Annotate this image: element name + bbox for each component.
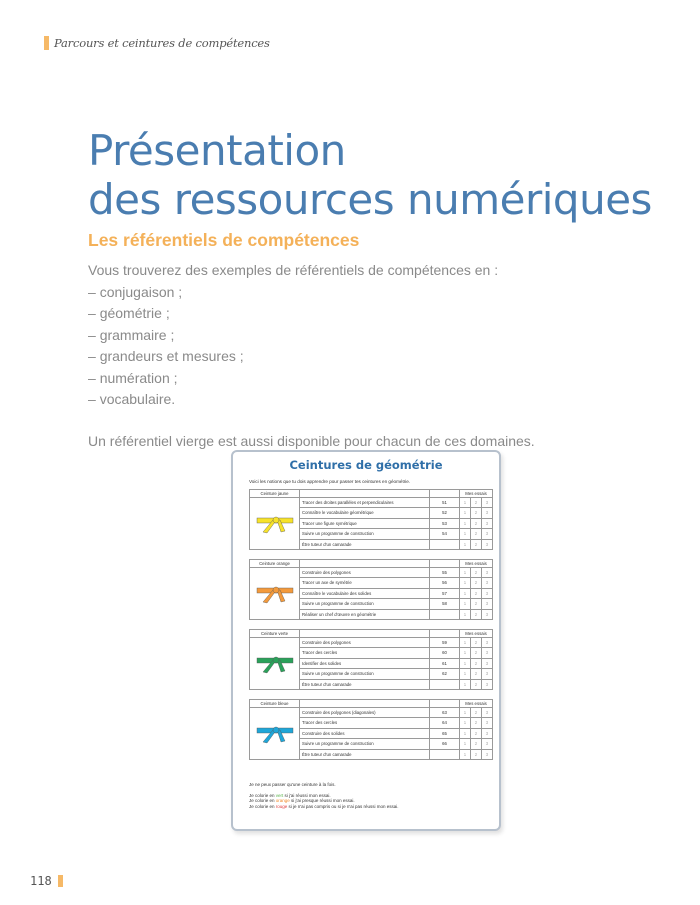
belt-name: Ceinture orange — [250, 560, 300, 568]
belt-table — [249, 559, 493, 620]
exercise-number: 64 — [430, 718, 460, 729]
try-cell: 2 — [471, 707, 482, 718]
table-row — [250, 567, 493, 578]
exercise-number — [430, 679, 460, 690]
exercise-number — [430, 609, 460, 620]
try-cell: 1 — [460, 578, 471, 589]
exercise-number: 51 — [430, 497, 460, 508]
skill-text: Tracer des droites parallèles et perpendiculaires — [300, 497, 430, 508]
exercise-number: 57 — [430, 588, 460, 599]
try-cell: 2 — [471, 497, 482, 508]
belt-table — [249, 489, 493, 550]
try-cell: 3 — [482, 588, 493, 599]
try-cell: 1 — [460, 508, 471, 519]
try-cell: 3 — [482, 529, 493, 540]
tries-label: Mes essais — [460, 700, 493, 708]
try-cell: 3 — [482, 637, 493, 648]
try-cell: 2 — [471, 637, 482, 648]
running-head-text: Parcours et ceintures de compétences — [54, 36, 270, 50]
try-cell: 3 — [482, 749, 493, 760]
skill-text: Construire des polygones (diagonales) — [300, 707, 430, 718]
try-cell: 2 — [471, 648, 482, 659]
try-cell: 1 — [460, 658, 471, 669]
exercise-number: 56 — [430, 578, 460, 589]
try-cell: 2 — [471, 669, 482, 680]
try-cell: 2 — [471, 749, 482, 760]
try-cell: 2 — [471, 508, 482, 519]
page-number — [30, 874, 63, 888]
try-cell: 2 — [471, 599, 482, 610]
try-cell: 2 — [471, 529, 482, 540]
title-line-2: des ressources numériques — [88, 175, 652, 225]
try-cell: 2 — [471, 658, 482, 669]
intro-text: Vous trouverez des exemples de référentiels de compétences en : — [88, 262, 499, 278]
try-cell: 1 — [460, 497, 471, 508]
running-head — [44, 36, 270, 50]
exercise-number — [430, 749, 460, 760]
card-footer — [249, 782, 399, 809]
skill-text: Construire des solides — [300, 728, 430, 739]
try-cell: 1 — [460, 609, 471, 620]
try-cell: 1 — [460, 567, 471, 578]
try-cell: 3 — [482, 539, 493, 550]
try-cell: 3 — [482, 599, 493, 610]
try-cell: 2 — [471, 518, 482, 529]
table-row — [250, 637, 493, 648]
list-item: – conjugaison ; — [88, 282, 535, 304]
skill-text: Suivre un programme de construction — [300, 529, 430, 540]
page-title — [88, 126, 652, 224]
try-cell: 2 — [471, 609, 482, 620]
try-cell: 2 — [471, 567, 482, 578]
try-cell: 3 — [482, 648, 493, 659]
card-title: Ceintures de géométrie — [289, 458, 443, 472]
belt-icon — [250, 707, 300, 760]
page-number-text: 118 — [30, 874, 52, 888]
skill-text: Réaliser un chef d'œuvre en géométrie — [300, 609, 430, 620]
belt-table — [249, 629, 493, 690]
skill-text: Suivre un programme de construction — [300, 739, 430, 750]
try-cell: 1 — [460, 739, 471, 750]
try-cell: 2 — [471, 718, 482, 729]
try-cell: 3 — [482, 669, 493, 680]
exercise-number: 61 — [430, 658, 460, 669]
rule-text: Je ne peux passer qu'une ceinture à la fois. — [249, 782, 336, 787]
legend-red: Je colorie en rouge si je n'ai pas compris ou si je n'ai pas réussi mon essai. — [249, 803, 399, 809]
legend-orange: Je colorie en orange si j'ai presque réussi mon essai. — [249, 798, 355, 804]
list-item: – numération ; — [88, 368, 535, 390]
skill-text: Connaître le vocabulaire des solides — [300, 588, 430, 599]
list-item: – grandeurs et mesures ; — [88, 346, 535, 368]
skill-text: Construire des polygones — [300, 637, 430, 648]
exercise-number: 60 — [430, 648, 460, 659]
accent-bar — [44, 36, 49, 50]
exercise-number: 52 — [430, 508, 460, 519]
list-item: – grammaire ; — [88, 325, 535, 347]
try-cell: 1 — [460, 529, 471, 540]
try-cell: 1 — [460, 539, 471, 550]
card-intro: Voici les notions que tu dois apprendre pour passer tes ceintures en géométrie. — [249, 479, 411, 484]
skill-text: Construire des polygones — [300, 567, 430, 578]
exercise-number: 62 — [430, 669, 460, 680]
try-cell: 1 — [460, 728, 471, 739]
belt-icon — [250, 497, 300, 550]
try-cell: 1 — [460, 518, 471, 529]
legend-green: Je colorie en vert si j'ai réussi mon essai. — [249, 792, 331, 798]
skill-text: Tracer des cercles — [300, 718, 430, 729]
table-row — [250, 707, 493, 718]
try-cell: 2 — [471, 739, 482, 750]
try-cell: 3 — [482, 609, 493, 620]
try-cell: 1 — [460, 679, 471, 690]
try-cell: 2 — [471, 539, 482, 550]
tries-label: Mes essais — [460, 560, 493, 568]
try-cell: 2 — [471, 679, 482, 690]
skill-text: Suivre un programme de construction — [300, 599, 430, 610]
tries-label: Mes essais — [460, 490, 493, 498]
try-cell: 1 — [460, 648, 471, 659]
title-line-1: Présentation — [88, 126, 346, 176]
try-cell: 2 — [471, 588, 482, 599]
try-cell: 1 — [460, 599, 471, 610]
try-cell: 1 — [460, 637, 471, 648]
exercise-number: 53 — [430, 518, 460, 529]
try-cell: 3 — [482, 728, 493, 739]
accent-bar — [58, 875, 63, 887]
belt-sheet-preview — [231, 450, 501, 831]
skill-text: Identifier des solides — [300, 658, 430, 669]
try-cell: 3 — [482, 739, 493, 750]
try-cell: 3 — [482, 679, 493, 690]
belt-icon — [250, 637, 300, 690]
try-cell: 1 — [460, 707, 471, 718]
belt-name: Ceinture jaune — [250, 490, 300, 498]
try-cell: 1 — [460, 588, 471, 599]
try-cell: 2 — [471, 578, 482, 589]
exercise-number: 55 — [430, 567, 460, 578]
belt-table — [249, 699, 493, 760]
exercise-number — [430, 539, 460, 550]
section-title: Les référentiels de compétences — [88, 230, 360, 250]
belt-icon — [250, 567, 300, 620]
domain-list — [88, 282, 535, 411]
note-text: Un référentiel vierge est aussi disponible pour chacun de ces domaines. — [88, 432, 535, 449]
exercise-number: 58 — [430, 599, 460, 610]
belt-name: Ceinture bleue — [250, 700, 300, 708]
exercise-number: 66 — [430, 739, 460, 750]
skill-text: Tracer un axe de symétrie — [300, 578, 430, 589]
exercise-number: 63 — [430, 707, 460, 718]
belt-name: Ceinture verte — [250, 630, 300, 638]
exercise-number: 54 — [430, 529, 460, 540]
tries-label: Mes essais — [460, 630, 493, 638]
skill-text: Suivre un programme de construction — [300, 669, 430, 680]
table-row — [250, 497, 493, 508]
skill-text: Être tuteur d'un camarade — [300, 679, 430, 690]
skill-text: Être tuteur d'un camarade — [300, 539, 430, 550]
try-cell: 2 — [471, 728, 482, 739]
try-cell: 1 — [460, 669, 471, 680]
try-cell: 3 — [482, 718, 493, 729]
try-cell: 3 — [482, 578, 493, 589]
try-cell: 3 — [482, 567, 493, 578]
skill-text: Être tuteur d'un camarade — [300, 749, 430, 760]
try-cell: 1 — [460, 718, 471, 729]
try-cell: 3 — [482, 518, 493, 529]
skill-text: Tracer des cercles — [300, 648, 430, 659]
skill-text: Connaître le vocabulaire géométrique — [300, 508, 430, 519]
body-text — [88, 260, 535, 452]
list-item: – géométrie ; — [88, 303, 535, 325]
try-cell: 3 — [482, 497, 493, 508]
try-cell: 3 — [482, 508, 493, 519]
exercise-number: 65 — [430, 728, 460, 739]
try-cell: 3 — [482, 707, 493, 718]
try-cell: 1 — [460, 749, 471, 760]
list-item: – vocabulaire. — [88, 389, 535, 411]
exercise-number: 59 — [430, 637, 460, 648]
try-cell: 3 — [482, 658, 493, 669]
skill-text: Tracer une figure symétrique — [300, 518, 430, 529]
